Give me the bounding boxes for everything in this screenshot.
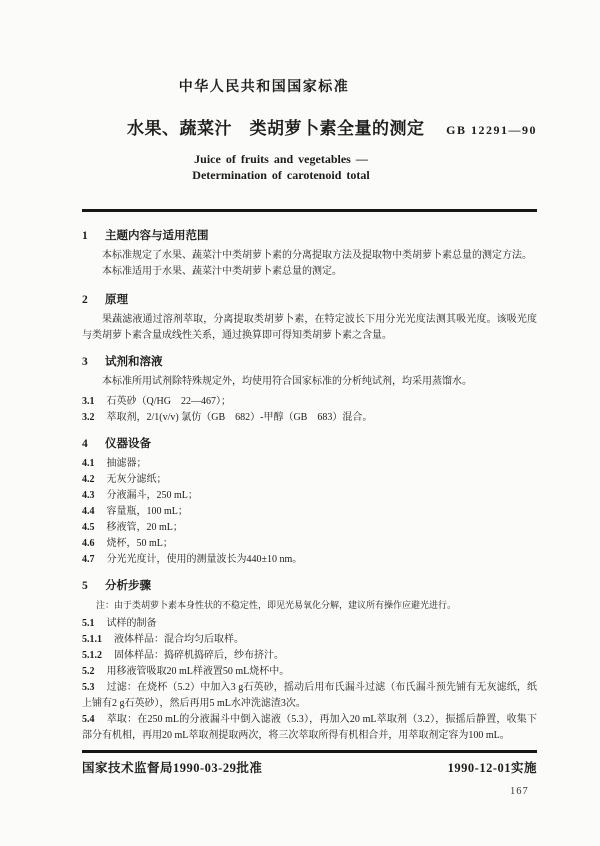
- clause-number: 5.1: [82, 618, 95, 629]
- section-3-paragraph-1: 本标准所用试剂除特殊规定外，均使用符合国家标准的分析纯试剂，均采用蒸馏水。: [102, 376, 472, 387]
- section-number: 5: [82, 580, 88, 592]
- section-3-clauses: [82, 394, 537, 426]
- clause-5-2: [82, 664, 537, 680]
- page-number: 167: [510, 786, 529, 797]
- clause-text: 试样的制备: [106, 618, 157, 629]
- section-number: 4: [82, 438, 88, 450]
- section-number: 2: [82, 294, 88, 306]
- footer-approval: 国家技术监督局1990-03-29批准: [82, 761, 263, 775]
- clause-number: 4.5: [82, 522, 95, 533]
- clause-4-7: [82, 552, 537, 568]
- clause-text: 分液漏斗，250 mL；: [106, 490, 198, 501]
- clause-5-3: [82, 680, 537, 712]
- clause-number: 4.4: [82, 506, 95, 517]
- clause-4-6: [82, 536, 537, 552]
- clause-4-3: [82, 488, 537, 504]
- clause-number: 4.7: [82, 554, 95, 565]
- clause-text: 萃取剂，2/1(v/v) 氯仿（GB 682）-甲醇（GB 683）混合。: [106, 412, 373, 423]
- clause-3-1: [82, 394, 537, 410]
- section-4: [82, 436, 537, 568]
- clause-text: 移液管，20 mL；: [106, 522, 183, 533]
- clause-4-2: [82, 472, 537, 488]
- clause-3-2: [82, 410, 537, 426]
- clause-text: 无灰分滤纸；: [106, 474, 167, 485]
- clause-number: 3.1: [82, 396, 95, 407]
- section-number: 1: [82, 230, 88, 242]
- section-5-clauses: [82, 616, 537, 744]
- clause-4-4: [82, 504, 537, 520]
- section-4-heading: [82, 436, 537, 452]
- clause-text: 石英砂（Q/HG 22—467）；: [106, 396, 231, 407]
- clause-text: 萃取：在250 mL的分液漏斗中倒入滤液（5.3），再加入20 mL萃取剂（3.2），振摇后静置，收集下部分有机相，再用20 mL萃取剂提取两次，将三次萃取所得有机相合并，用萃取剂定容为100 mL。: [82, 714, 537, 741]
- section-title: 原理: [105, 294, 128, 306]
- clause-number: 5.2: [82, 666, 95, 677]
- footer: [82, 750, 537, 776]
- footer-implementation: 1990-12-01实施: [447, 761, 537, 775]
- clause-number: 4.1: [82, 458, 95, 469]
- clause-number: 4.3: [82, 490, 95, 501]
- clause-text: 分光光度计，使用的测量波长为440±10 nm。: [106, 554, 303, 565]
- clause-number: 5.1.1: [82, 634, 102, 645]
- header-rule: [82, 209, 537, 212]
- section-number: 3: [82, 356, 88, 368]
- clause-number: 5.3: [82, 682, 95, 693]
- clause-5-1: [82, 616, 537, 632]
- clause-number: 5.1.2: [82, 650, 102, 661]
- document-title: 水果、蔬菜汁 类胡萝卜素全量的测定: [127, 119, 425, 138]
- clause-5-1-2: [82, 648, 537, 664]
- standard-label-box: [82, 76, 446, 96]
- section-5-heading: [82, 578, 537, 594]
- clause-text: 容量瓶，100 mL；: [106, 506, 188, 517]
- standard-label: 中华人民共和国国家标准: [178, 80, 350, 95]
- clause-text: 固体样品：捣碎机捣碎后，纱布挤汁。: [114, 650, 284, 661]
- clause-5-1-1: [82, 632, 537, 648]
- title-row: [82, 114, 537, 139]
- clause-number: 5.4: [82, 714, 95, 725]
- section-3-heading: [82, 354, 537, 370]
- clause-4-1: [82, 456, 537, 472]
- section-5-note: 注：由于类胡萝卜素本身性状的不稳定性，即见光易氧化分解，建议所有操作应避光进行。: [96, 600, 457, 610]
- english-title-line1: Juice of fruits and vegetables —: [194, 152, 368, 166]
- section-title: 试剂和溶液: [105, 356, 163, 368]
- clause-5-4: [82, 712, 537, 744]
- clause-text: 抽滤器；: [106, 458, 147, 469]
- clause-4-5: [82, 520, 537, 536]
- clause-number: 4.2: [82, 474, 95, 485]
- section-3: [82, 354, 537, 426]
- clause-number: 3.2: [82, 412, 95, 423]
- clause-text: 液体样品：混合均匀后取样。: [114, 634, 244, 645]
- section-title: 仪器设备: [105, 438, 151, 450]
- section-1: [82, 228, 537, 280]
- clause-text: 过滤：在烧杯（5.2）中加入3 g石英砂，摇动后用布氏漏斗过滤（布氏漏斗预先铺有无灰滤纸，纸上铺有2 g石英砂），然后再用5 mL水冲洗滤渣3次。: [82, 682, 537, 709]
- english-title: [82, 151, 480, 183]
- clause-number: 4.6: [82, 538, 95, 549]
- clause-text: 烧杯，50 mL；: [106, 538, 173, 549]
- section-1-paragraph-1: 本标准规定了水果、蔬菜汁中类胡萝卜素的分离提取方法及提取物中类胡萝卜素总量的测定方法。: [102, 250, 532, 261]
- section-1-heading: [82, 228, 537, 244]
- document-content: [82, 76, 537, 744]
- section-title: 分析步骤: [105, 580, 151, 592]
- section-5: [82, 578, 537, 744]
- standard-number: GB 12291—90: [446, 123, 537, 137]
- section-1-paragraph-2: 本标准适用于水果、蔬菜汁中类胡萝卜素总量的测定。: [102, 266, 342, 277]
- section-2: [82, 292, 537, 344]
- section-title: 主题内容与适用范围: [105, 230, 209, 242]
- section-4-clauses: [82, 456, 537, 568]
- english-title-line2: Determination of carotenoid total: [192, 168, 370, 182]
- section-2-heading: [82, 292, 537, 308]
- clause-text: 用移液管吸取20 mL样液置50 mL烧杯中。: [106, 666, 290, 677]
- section-2-paragraph-1: 果蔬滤液通过溶剂萃取，分离提取类胡萝卜素，在特定波长下用分光光度法测其吸光度。该吸光度与类胡萝卜素含量成线性关系，通过换算即可得知类胡萝卜素之含量。: [82, 314, 537, 341]
